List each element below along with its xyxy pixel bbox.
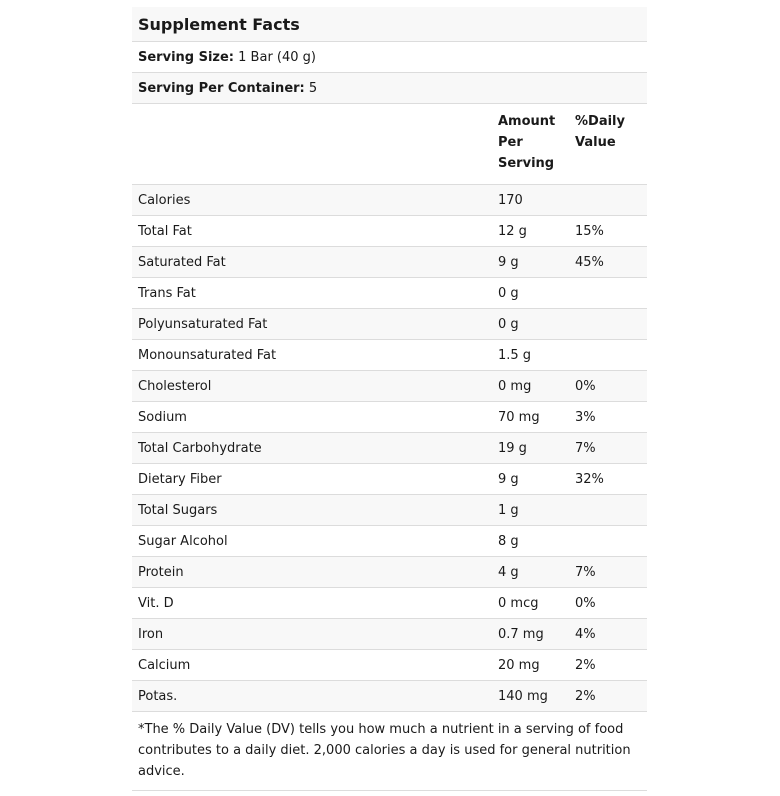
- nutrient-daily-value: 32%: [569, 464, 647, 495]
- column-header-amount-line: Amount: [498, 114, 556, 129]
- nutrient-amount: 8 g: [492, 526, 569, 557]
- nutrient-name: Monounsaturated Fat: [132, 340, 492, 371]
- servings-per-container-row: [132, 73, 647, 104]
- nutrient-amount: 1.5 g: [492, 340, 569, 371]
- nutrient-amount: 0.7 mg: [492, 619, 569, 650]
- nutrient-name: Sugar Alcohol: [132, 526, 492, 557]
- column-header-row: [132, 104, 647, 185]
- nutrient-row: [132, 185, 647, 216]
- supplement-facts-table: [132, 7, 647, 791]
- nutrient-row: [132, 433, 647, 464]
- nutrient-row: [132, 340, 647, 371]
- nutrient-row: [132, 402, 647, 433]
- nutrient-name: Iron: [132, 619, 492, 650]
- nutrient-amount: 0 mg: [492, 371, 569, 402]
- nutrient-daily-value: 7%: [569, 557, 647, 588]
- nutrient-amount: 9 g: [492, 464, 569, 495]
- nutrient-row: [132, 650, 647, 681]
- nutrient-row: [132, 371, 647, 402]
- nutrient-daily-value: [569, 340, 647, 371]
- nutrient-name: Protein: [132, 557, 492, 588]
- nutrient-row: [132, 278, 647, 309]
- nutrient-name: Total Fat: [132, 216, 492, 247]
- nutrient-name: Potas.: [132, 681, 492, 712]
- nutrient-daily-value: 7%: [569, 433, 647, 464]
- column-header-amount-line: Per: [498, 135, 523, 150]
- serving-size-label: Serving Size:: [138, 49, 235, 65]
- nutrient-daily-value: [569, 495, 647, 526]
- nutrient-daily-value: 15%: [569, 216, 647, 247]
- nutrient-amount: 19 g: [492, 433, 569, 464]
- column-header-dv-line: Value: [575, 135, 616, 150]
- servings-per-container-label: Serving Per Container:: [138, 80, 305, 96]
- nutrient-daily-value: 0%: [569, 588, 647, 619]
- nutrient-amount: 0 g: [492, 278, 569, 309]
- nutrient-daily-value: 2%: [569, 681, 647, 712]
- column-header-amount: [492, 104, 569, 185]
- nutrient-row: [132, 464, 647, 495]
- footnote-text: *The % Daily Value (DV) tells you how much a nutrient in a serving of food contributes to a daily diet. 2,000 calories a day is used for general nutrition advice.: [132, 712, 647, 791]
- nutrient-row: [132, 495, 647, 526]
- nutrient-daily-value: [569, 278, 647, 309]
- serving-size-row: [132, 42, 647, 73]
- nutrient-name: Saturated Fat: [132, 247, 492, 278]
- nutrient-daily-value: 2%: [569, 650, 647, 681]
- serving-size-value: 1 Bar (40 g): [238, 49, 316, 65]
- nutrient-name: Total Sugars: [132, 495, 492, 526]
- column-header-amount-line: Serving: [498, 156, 555, 171]
- nutrient-amount: 12 g: [492, 216, 569, 247]
- column-header-daily-value: [569, 104, 647, 185]
- nutrient-daily-value: 45%: [569, 247, 647, 278]
- title-row: [132, 7, 647, 42]
- nutrient-row: [132, 619, 647, 650]
- nutrient-name: Calories: [132, 185, 492, 216]
- nutrient-amount: 140 mg: [492, 681, 569, 712]
- nutrient-amount: 70 mg: [492, 402, 569, 433]
- column-header-nutrient: [132, 104, 492, 185]
- nutrient-name: Total Carbohydrate: [132, 433, 492, 464]
- nutrient-daily-value: [569, 309, 647, 340]
- nutrient-row: [132, 526, 647, 557]
- nutrient-name: Trans Fat: [132, 278, 492, 309]
- nutrient-amount: 1 g: [492, 495, 569, 526]
- nutrient-amount: 20 mg: [492, 650, 569, 681]
- nutrient-row: [132, 216, 647, 247]
- nutrient-row: [132, 247, 647, 278]
- column-header-dv-line: %Daily: [575, 114, 625, 129]
- nutrient-row: [132, 309, 647, 340]
- nutrient-name: Calcium: [132, 650, 492, 681]
- footnote-row: [132, 712, 647, 791]
- nutrient-row: [132, 557, 647, 588]
- nutrient-name: Vit. D: [132, 588, 492, 619]
- nutrient-daily-value: 0%: [569, 371, 647, 402]
- nutrient-row: [132, 588, 647, 619]
- nutrient-daily-value: 3%: [569, 402, 647, 433]
- nutrient-amount: 0 mcg: [492, 588, 569, 619]
- nutrient-daily-value: 4%: [569, 619, 647, 650]
- servings-per-container-value: 5: [308, 80, 318, 96]
- nutrient-row: [132, 681, 647, 712]
- table-title: Supplement Facts: [132, 7, 647, 42]
- nutrient-amount: 9 g: [492, 247, 569, 278]
- nutrient-name: Dietary Fiber: [132, 464, 492, 495]
- nutrient-daily-value: [569, 185, 647, 216]
- nutrient-amount: 0 g: [492, 309, 569, 340]
- nutrient-name: Polyunsaturated Fat: [132, 309, 492, 340]
- nutrient-amount: 4 g: [492, 557, 569, 588]
- nutrient-daily-value: [569, 526, 647, 557]
- nutrient-amount: 170: [492, 185, 569, 216]
- nutrient-name: Sodium: [132, 402, 492, 433]
- nutrient-name: Cholesterol: [132, 371, 492, 402]
